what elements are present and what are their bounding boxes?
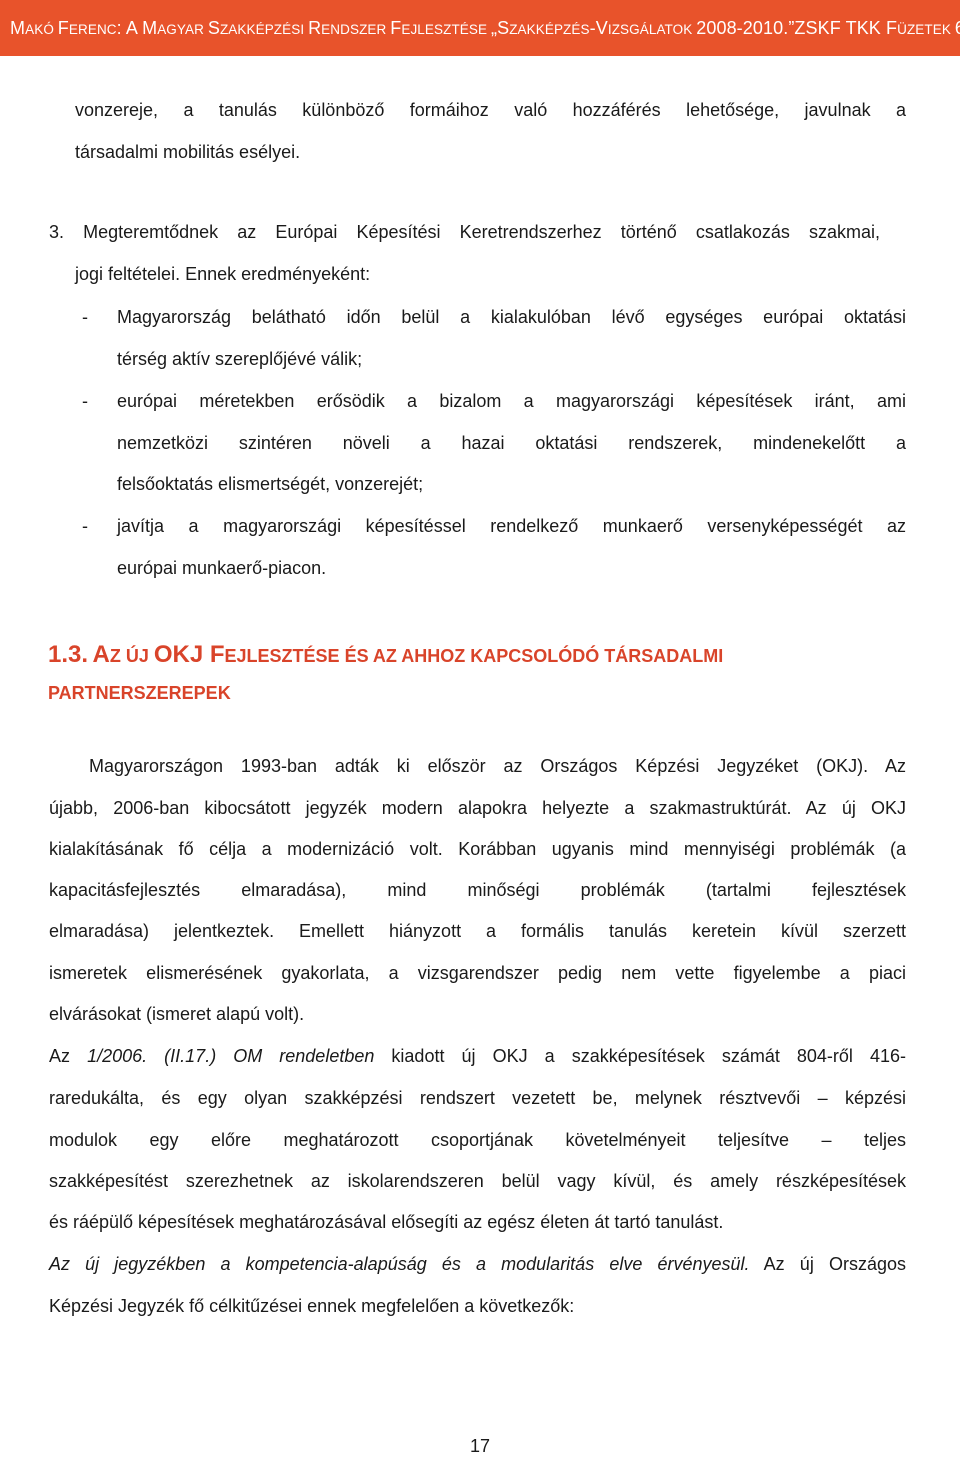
- page-number: 17: [469, 1436, 491, 1456]
- text-line: jogi feltételei. Ennek eredményeként:: [75, 264, 371, 284]
- text-line: vonzereje, a tanulás különböző formáihoz való hozzáférés lehetősége, javulnak a: [75, 100, 906, 120]
- bullet-item: javítja a magyarországi képesítéssel rendelkező munkaerő versenyképességét az: [117, 516, 906, 536]
- paragraph-line: szakképesítést szerezhetnek az iskolarendszeren belül vagy kívül, és amely részképesítések: [49, 1171, 906, 1191]
- header-text-part: M: [142, 17, 158, 38]
- paragraph-line: Az új jegyzékben a kompetencia-alapúság és a modularitás elve érvényesül. Az új Országos: [49, 1254, 906, 1274]
- bullet-item: Magyarország belátható időn belül a kialakulóban lévő egységes európai oktatási: [117, 307, 906, 327]
- header-text-part: „S: [490, 17, 510, 38]
- bullet-item-cont: térség aktív szereplőjévé válik;: [117, 349, 363, 369]
- header-text-part: V: [595, 17, 608, 38]
- paragraph-line: elmaradása) jelentkeztek. Emellett hiányzott a formális tanulás keretein kívül szerzett: [49, 921, 906, 941]
- regulation-reference: 1/2006. (II.17.) OM rendeletben: [87, 1046, 375, 1066]
- header-text-part: F: [390, 17, 402, 38]
- header-text-part: ZAKKÉPZÉSI: [219, 21, 309, 37]
- header-text-part: : A: [116, 17, 143, 38]
- bullet-dash: -: [82, 516, 88, 536]
- emphasis-text: Az új jegyzékben a kompetencia-alapúság és a modularitás elve érvényesül.: [49, 1254, 750, 1274]
- paragraph-line: Magyarországon 1993-ban adták ki először az Országos Képzési Jegyzéket (OKJ). Az: [89, 756, 906, 776]
- numbered-item-3: 3. Megteremtődnek az Európai Képesítési Keretrendszerhez történő csatlakozás szakmai,: [49, 222, 880, 242]
- running-header: [0, 0, 970, 56]
- header-text-part: AGYAR: [157, 21, 208, 37]
- header-text-part: ÜZETEK: [897, 21, 955, 37]
- paragraph-line: újabb, 2006-ban kibocsátott jegyzék modern alapokra helyezte a szakmastruktúrát. Az új OKJ: [49, 798, 906, 818]
- header-text-part: S: [207, 17, 220, 38]
- header-text-part: ZAKKÉPZÉS: [509, 21, 590, 37]
- header-series: [794, 18, 970, 39]
- header-text-part: AKÓ: [25, 21, 58, 37]
- bullet-item-cont: európai munkaerő-piacon.: [117, 558, 327, 578]
- paragraph-line: kialakításának fő célja a modernizáció volt. Korábban ugyanis mind mennyiségi problémák (a: [49, 839, 906, 859]
- bullet-item-cont: felsőoktatás elismertségét, vonzerejét;: [117, 474, 424, 494]
- text-line: társadalmi mobilitás esélyei.: [75, 142, 301, 162]
- bullet-item-cont: nemzetközi szintéren növeli a hazai oktatási rendszerek, mindenekelőtt a: [117, 433, 906, 453]
- section-heading-cont: PARTNERSZEREPEK: [48, 683, 231, 703]
- header-text-part: F: [57, 17, 69, 38]
- paragraph-line: modulok egy előre meghatározott csoportjának követelményeit teljesítve – teljes: [49, 1130, 906, 1150]
- paragraph-line: raredukálta, és egy olyan szakképzési rendszert vezetett be, melynek résztvevői – képzési: [49, 1088, 906, 1108]
- header-text-part: 2008-2010.”: [696, 17, 795, 38]
- paragraph-line: ismeretek elismerésének gyakorlata, a vizsgarendszer pedig nem vette figyelembe a piaci: [49, 963, 906, 983]
- paragraph-line: Az 1/2006. (II.17.) OM rendeletben kiadott új OKJ a szakképesítések számát 804-ről 416-: [49, 1046, 906, 1066]
- header-text-part: R: [308, 17, 322, 38]
- header-text-part: ENDSZER: [321, 21, 391, 37]
- paragraph-line: és ráépülő képesítések meghatározásával elősegíti az egész életen át tartó tanulást.: [49, 1212, 724, 1232]
- paragraph-line: Képzési Jegyzék fő célkitűzései ennek megfelelően a következők:: [49, 1296, 575, 1316]
- header-text-part: EJLESZTÉSE: [401, 21, 491, 37]
- header-text-part: IZSGÁLATOK: [607, 21, 697, 37]
- section-number: 1.3.: [48, 641, 89, 668]
- header-text-part: -: [589, 17, 596, 38]
- header-text-part: 6.: [954, 17, 970, 38]
- bullet-item: európai méretekben erősödik a bizalom a magyarországi képesítések iránt, ami: [117, 391, 906, 411]
- header-text-part: ERENC: [68, 21, 117, 37]
- header-text-part: ZSKF TKK F: [794, 17, 898, 38]
- paragraph-line: elvárásokat (ismeret alapú volt).: [49, 1004, 305, 1024]
- bullet-dash: -: [82, 307, 88, 327]
- header-title: [10, 18, 794, 39]
- bullet-dash: -: [82, 391, 88, 411]
- header-text-part: M: [10, 17, 26, 38]
- section-heading: 1.3. AZ ÚJ OKJ FEJLESZTÉSE ÉS AZ AHHOZ KAPCSOLÓDÓ TÁRSADALMI: [48, 641, 724, 668]
- paragraph-line: kapacitásfejlesztés elmaradása), mind minőségi problémák (tartalmi fejlesztések: [49, 880, 906, 900]
